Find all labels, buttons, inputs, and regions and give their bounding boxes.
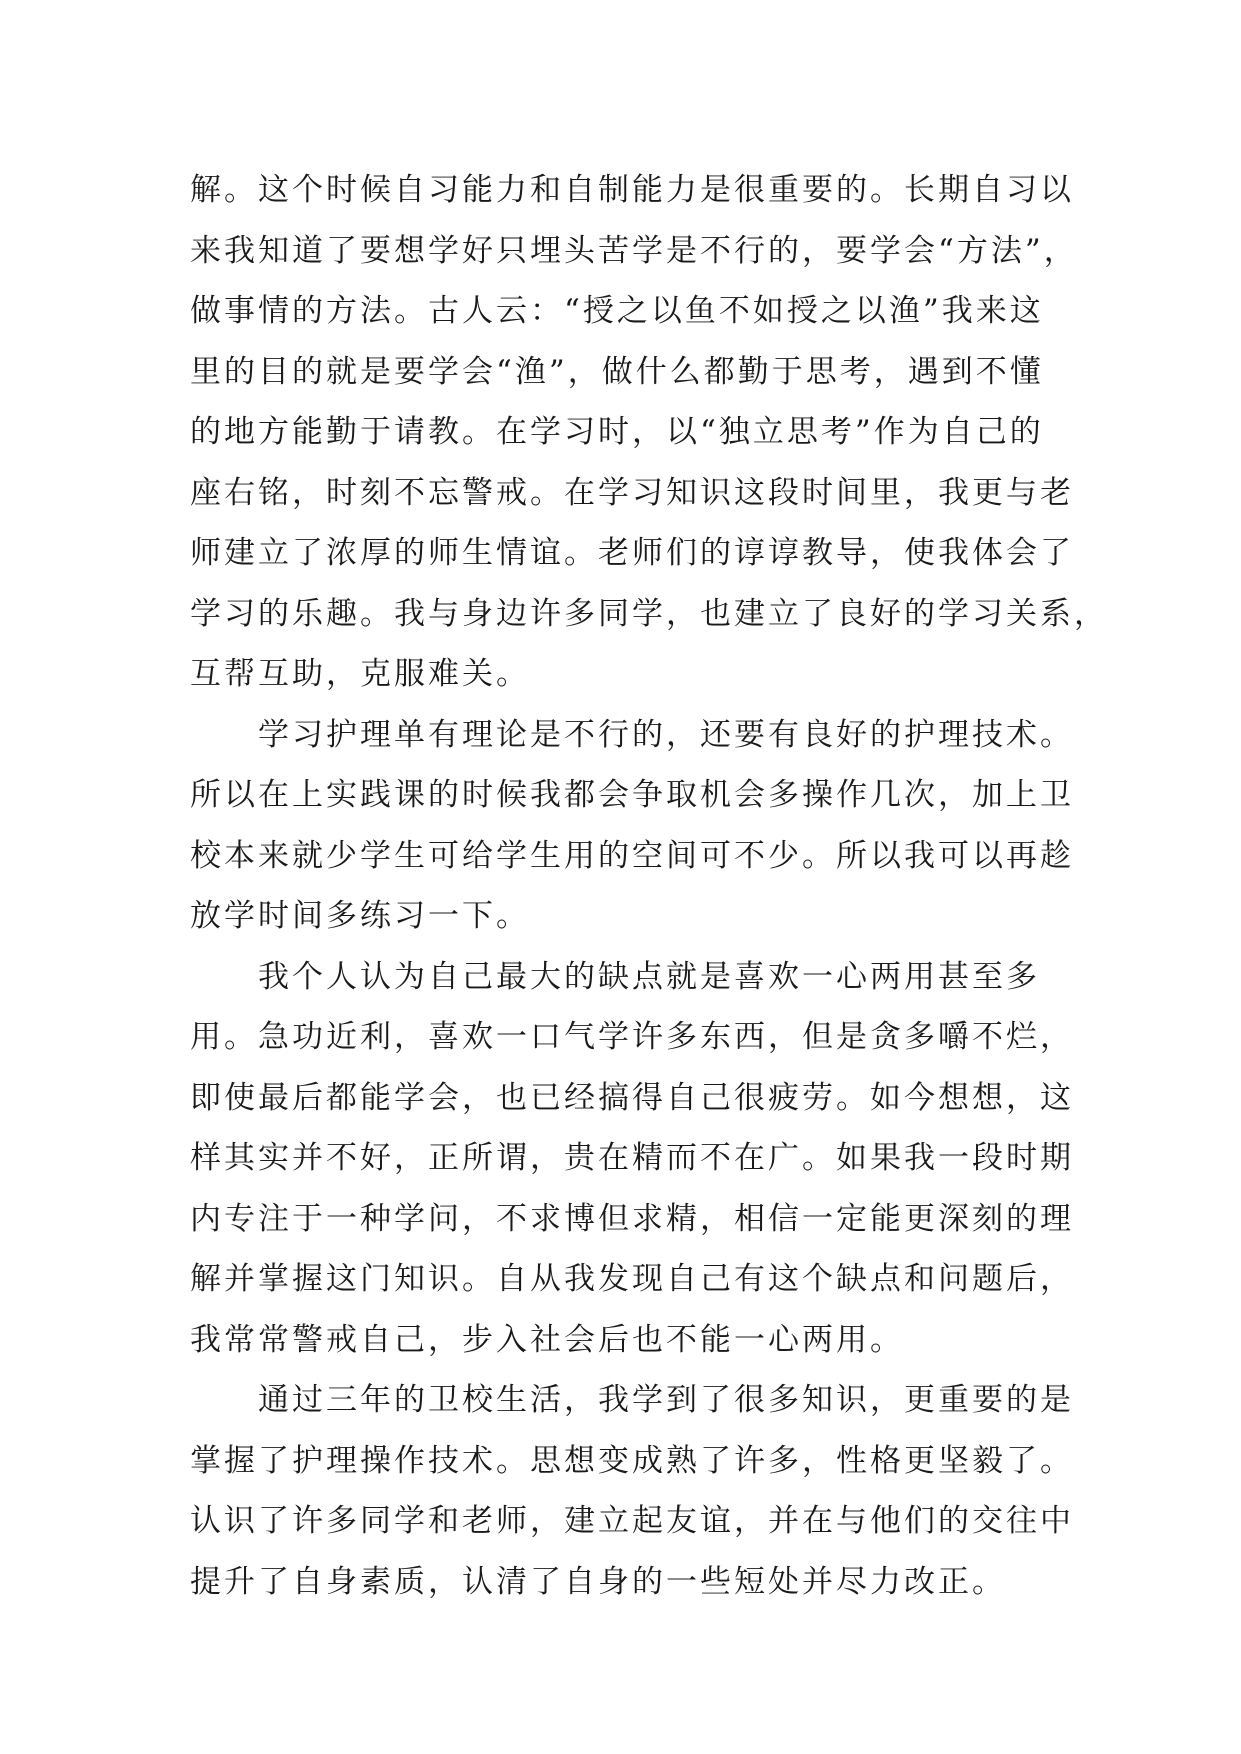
text-line: 学习的乐趣。我与身边许多同学，也建立了良好的学习关系，: [190, 595, 1108, 632]
paragraph-2: [190, 705, 1074, 947]
text-line: 解。这个时候自习能力和自制能力是很重要的。长期自习以: [190, 172, 1074, 208]
text-line: 掌握了护理操作技术。思想变成熟了许多，性格更坚毅了。: [190, 1442, 1074, 1479]
document-body: [190, 160, 1108, 1612]
text-line: 师建立了浓厚的师生情谊。老师们的谆谆教导，使我体会了: [190, 535, 1074, 571]
text-line: 放学时间多练习一下。: [190, 898, 530, 934]
paragraph-4: [190, 1370, 1074, 1612]
text-line: 通过三年的卫校生活，我学到了很多知识，更重要的是: [258, 1382, 1074, 1418]
text-line: 的地方能勤于请教。在学习时，以“独立思考”作为自己的: [190, 414, 1044, 450]
text-line: 互帮互助，克服难关。: [190, 656, 530, 692]
text-line: 校本来就少学生可给学生用的空间可不少。所以我可以再趁: [190, 837, 1074, 874]
paragraph-1: [190, 160, 1108, 705]
paragraph-3: [190, 947, 1074, 1371]
text-line: 即使最后都能学会，也已经搞得自己很疲劳。如今想想，这: [190, 1079, 1074, 1116]
text-line: 座右铭，时刻不忘警戒。在学习知识这段时间里，我更与老: [190, 474, 1074, 511]
text-line: 用。急功近利，喜欢一口气学许多东西，但是贪多嚼不烂，: [190, 1019, 1074, 1055]
text-line: 样其实并不好，正所谓，贵在精而不在广。如果我一段时期: [190, 1140, 1074, 1176]
text-line: 解并掌握这门知识。自从我发现自己有这个缺点和问题后，: [190, 1261, 1074, 1297]
text-line: 来我知道了要想学好只埋头苦学是不行的，要学会“方法”，: [190, 232, 1078, 269]
text-line: 认识了许多同学和老师，建立起友谊，并在与他们的交往中: [190, 1503, 1074, 1539]
text-line: 里的目的就是要学会“渔”，做什么都勤于思考，遇到不懂: [190, 353, 1044, 390]
text-line: 做事情的方法。古人云：“授之以鱼不如授之以渔”我来这: [190, 293, 1044, 329]
text-line: 我个人认为自己最大的缺点就是喜欢一心两用甚至多: [258, 958, 1040, 995]
text-line: 提升了自身素质，认清了自身的一些短处并尽力改正。: [190, 1563, 1006, 1600]
text-line: 所以在上实践课的时候我都会争取机会多操作几次，加上卫: [190, 777, 1074, 813]
text-line: 学习护理单有理论是不行的，还要有良好的护理技术。: [258, 716, 1074, 753]
text-line: 内专注于一种学问，不求博但求精，相信一定能更深刻的理: [190, 1200, 1074, 1237]
text-line: 我常常警戒自己，步入社会后也不能一心两用。: [190, 1321, 904, 1358]
